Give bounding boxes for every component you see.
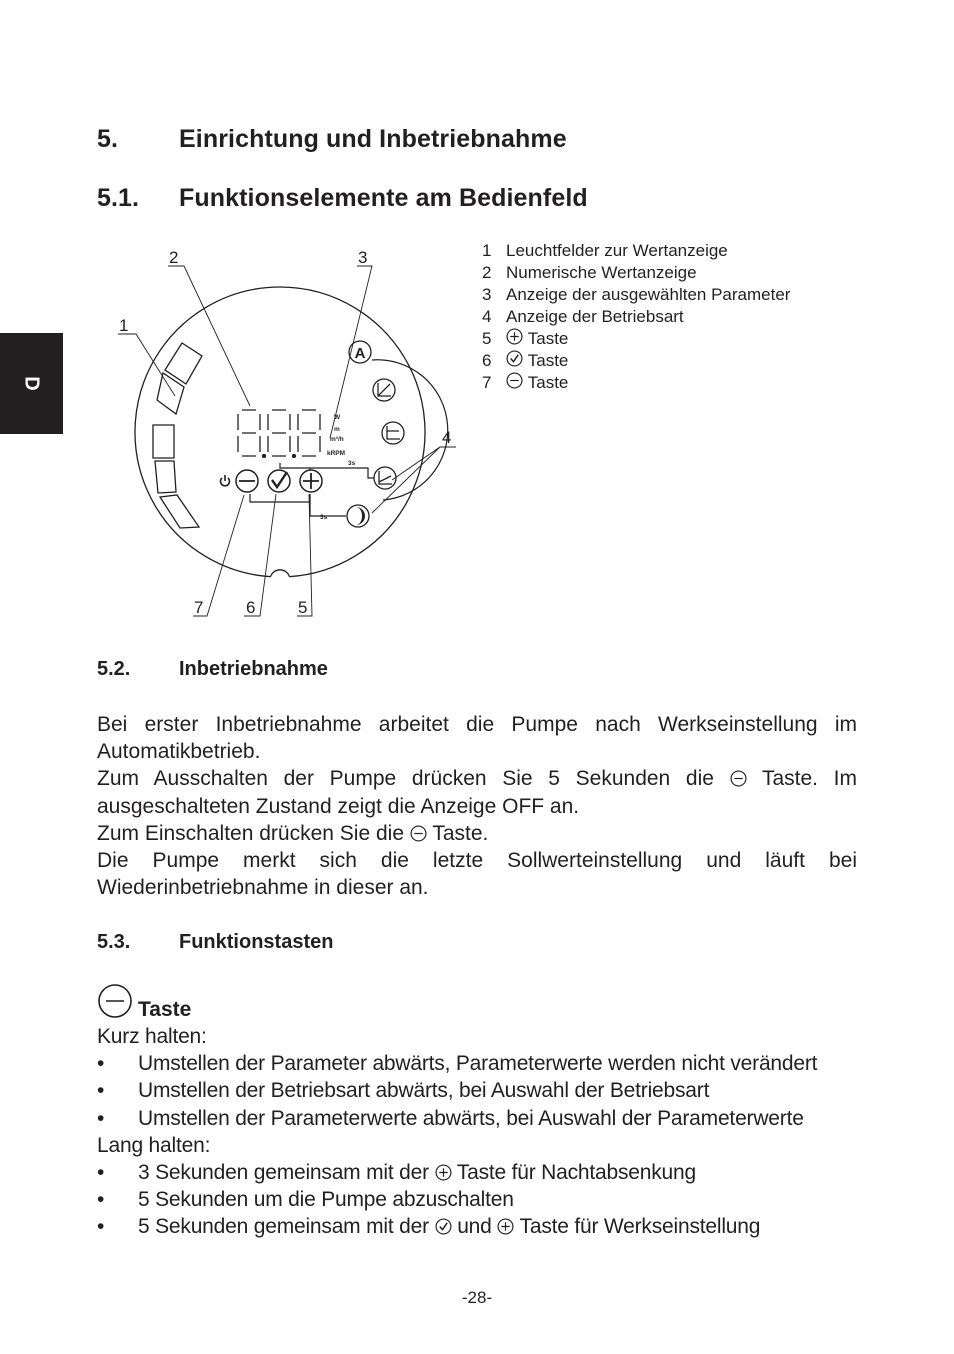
list-item-text: 3 Sekunden gemeinsam mit der — [138, 1161, 429, 1185]
legend-item — [482, 306, 790, 328]
numeric-display — [238, 410, 320, 458]
plus-icon — [506, 328, 523, 345]
list-item-text: Taste für Nachtabsenkung — [456, 1161, 696, 1185]
unit-label: m — [334, 426, 340, 433]
timer-label: 3s — [320, 514, 328, 521]
paragraph-inbetriebnahme — [97, 711, 857, 901]
callout-label: 5 — [298, 598, 308, 617]
bullet: • — [97, 1161, 105, 1185]
list-item-text: 5 Sekunden um die Pumpe abzuschalten — [138, 1188, 514, 1212]
list-item — [97, 1105, 857, 1132]
heading-number: 5. — [97, 125, 119, 153]
unit-label: W — [334, 414, 341, 421]
callout-label: 6 — [246, 598, 256, 617]
led-segment-bar — [153, 343, 202, 528]
text-line: Lang halten: — [97, 1133, 211, 1157]
text-line — [97, 820, 857, 847]
list-item — [97, 1186, 857, 1213]
legend-number: 4 — [482, 307, 492, 326]
callout-label: 2 — [169, 248, 179, 267]
check-icon — [435, 1218, 452, 1235]
check-icon — [506, 350, 523, 367]
legend-item — [482, 350, 790, 372]
language-tab — [0, 333, 63, 434]
heading-section-5 — [97, 125, 857, 155]
heading-number: 5.1. — [97, 184, 140, 212]
legend-number: 2 — [482, 263, 492, 282]
text-line: Die Pumpe merkt sich die letzte Sollwerteinstellung und läuft bei — [97, 849, 857, 873]
legend-text: Taste — [527, 329, 569, 348]
minus-key-title-text: Taste — [138, 998, 192, 1021]
legend-item — [482, 240, 790, 262]
minus-icon — [730, 770, 747, 787]
legend-text: Anzeige der ausgewählten Parameter — [506, 285, 791, 304]
legend-text: Taste — [527, 373, 569, 392]
timer-label: 3s — [348, 460, 356, 467]
constant-pressure-icon — [382, 422, 404, 444]
legend-item — [482, 262, 790, 284]
callout-label: 4 — [442, 428, 452, 447]
bullet: • — [97, 1188, 105, 1212]
heading-text: Einrichtung und Inbetriebnahme — [179, 125, 567, 153]
text-span: Zum Einschalten drücken Sie die — [97, 821, 404, 845]
proportional-pressure-icon — [373, 379, 395, 401]
list-item — [97, 1050, 857, 1077]
power-icon — [221, 475, 230, 486]
unit-label: kRPM — [327, 450, 346, 457]
legend-text: Taste — [527, 351, 569, 370]
auto-mode-icon — [349, 341, 371, 363]
minus-button-icon[interactable] — [236, 470, 258, 492]
bullet: • — [97, 1215, 105, 1239]
heading-text: Funktionselemente am Bedienfeld — [179, 184, 588, 212]
callout-label: 7 — [194, 598, 204, 617]
list-item — [97, 1213, 857, 1240]
callout-label: 3 — [358, 248, 368, 267]
legend-number: 6 — [482, 351, 492, 370]
text-line: Automatikbetrieb. — [97, 740, 261, 764]
legend-number: 3 — [482, 285, 492, 304]
list-item-text: Umstellen der Betriebsart abwärts, bei Auswahl der Betriebsart — [138, 1079, 710, 1103]
text-line: Bei erster Inbetriebnahme arbeitet die Pumpe nach Werkseinstellung im — [97, 713, 857, 736]
list-item — [97, 1077, 857, 1104]
unit-labels — [327, 414, 345, 457]
list-item-text: 5 Sekunden gemeinsam mit der — [138, 1215, 429, 1239]
figure-legend — [482, 240, 790, 394]
legend-item — [482, 284, 790, 306]
minus-key-title — [97, 983, 297, 1019]
text-line: Wiederinbetriebnahme in dieser an. — [97, 876, 429, 900]
constant-speed-icon — [374, 467, 396, 489]
legend-item — [482, 328, 790, 350]
unit-label: m³/h — [330, 436, 344, 443]
legend-number: 5 — [482, 329, 492, 348]
language-tab-label: D — [20, 376, 43, 391]
heading-number: 5.3. — [97, 931, 131, 953]
control-panel-diagram — [100, 240, 470, 625]
bullet: • — [97, 1079, 105, 1103]
plus-icon — [435, 1164, 452, 1181]
list-item-text: und — [457, 1215, 492, 1239]
heading-section-5-2 — [97, 658, 857, 684]
minus-icon — [97, 983, 133, 1019]
list-item-text: Taste für Werkseinstellung — [519, 1215, 761, 1239]
text-line — [97, 765, 857, 792]
heading-section-5-3 — [97, 931, 857, 957]
night-mode-icon — [347, 505, 369, 527]
minus-icon — [410, 825, 427, 842]
mode-letter: A — [354, 345, 366, 362]
list-item-text: Umstellen der Parameterwerte abwärts, bei Auswahl der Parameterwerte — [138, 1106, 804, 1130]
bullet: • — [97, 1106, 105, 1130]
plus-icon — [497, 1218, 514, 1235]
text-line: Kurz halten: — [97, 1025, 207, 1048]
minus-icon — [506, 372, 523, 389]
text-span: Zum Ausschalten der Pumpe drücken Sie 5 Sekunden die — [97, 767, 714, 791]
list-item-text: Umstellen der Parameter abwärts, Parameterwerte werden nicht verändert — [138, 1052, 818, 1076]
list-item — [97, 1159, 857, 1186]
plus-button-icon[interactable] — [300, 470, 322, 492]
text-span: Taste. — [432, 821, 489, 845]
legend-number: 7 — [482, 373, 492, 392]
legend-item — [482, 372, 790, 394]
page-number: -28- — [461, 1288, 493, 1307]
heading-number: 5.2. — [97, 658, 131, 680]
callout-label: 1 — [119, 316, 129, 335]
text-line: ausgeschalteten Zustand zeigt die Anzeige OFF an. — [97, 794, 580, 818]
check-button-icon[interactable] — [268, 470, 290, 492]
bullet: • — [97, 1052, 105, 1076]
legend-text: Leuchtfelder zur Wertanzeige — [506, 241, 728, 260]
minus-key-description — [97, 1023, 857, 1241]
heading-text: Funktionstasten — [179, 931, 334, 953]
legend-text: Numerische Wertanzeige — [506, 263, 697, 282]
text-span: Taste. Im — [761, 767, 857, 791]
legend-number: 1 — [482, 241, 492, 260]
heading-text: Inbetriebnahme — [179, 658, 328, 680]
heading-section-5-1 — [97, 184, 857, 214]
legend-text: Anzeige der Betriebsart — [506, 307, 684, 326]
